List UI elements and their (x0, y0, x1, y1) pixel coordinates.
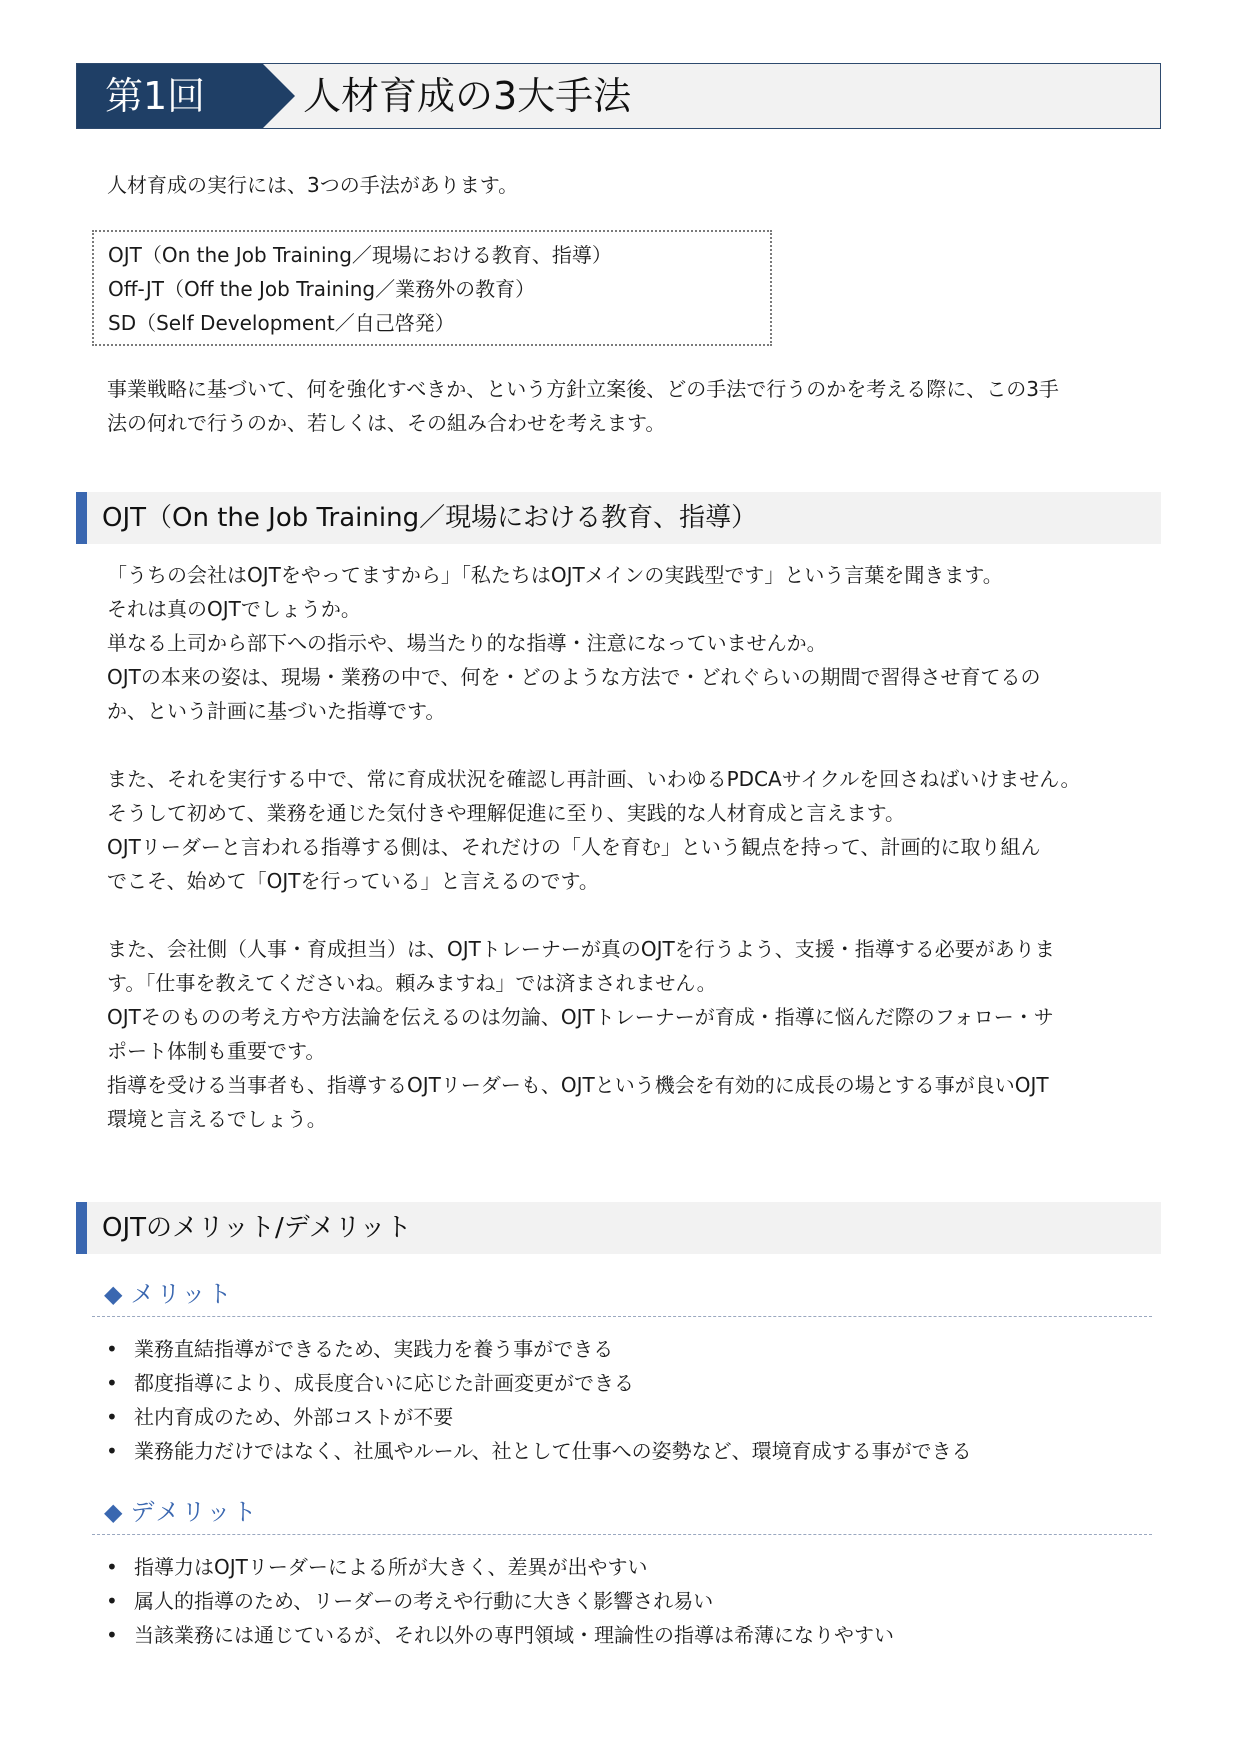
bullet-icon: • (106, 1623, 118, 1647)
chapter-badge: 第1回 (77, 64, 263, 128)
text-line: す。「仕事を教えてくださいね。頼みますね」では済まされません。 (107, 971, 717, 995)
strategy-paragraph (107, 372, 1167, 440)
text-line: 単なる上司から部下への指示や、場当たり的な指導・注意になっていませんか。 (107, 631, 827, 655)
bullet-icon: • (106, 1371, 118, 1395)
bullet-icon: • (106, 1405, 118, 1429)
ojt-paragraph-1 (107, 558, 1167, 728)
ojt-paragraph-2 (107, 762, 1167, 898)
chapter-arrow-icon (263, 64, 295, 128)
methods-box (92, 230, 772, 346)
list-item (104, 1332, 1164, 1366)
text-line: OJTリーダーと言われる指導する側は、それだけの「人を育む」という観点を持って、計画的に取り組ん (107, 835, 1041, 859)
bullet-icon: • (106, 1337, 118, 1361)
divider (92, 1534, 1152, 1535)
diamond-icon: ◆ (104, 1280, 125, 1308)
list-item (104, 1550, 1164, 1584)
list-item-text: 指導力はOJTリーダーによる所が大きく、差異が出やすい (134, 1555, 648, 1579)
diamond-icon: ◆ (104, 1498, 125, 1526)
demerit-label: デメリット (130, 1498, 259, 1526)
merit-label: メリット (130, 1280, 234, 1308)
list-item-text: 業務直結指導ができるため、実践力を養う事ができる (134, 1337, 614, 1361)
demerit-list (104, 1550, 1164, 1652)
method-item: SD（Self Development／自己啓発） (108, 311, 455, 335)
text-line: OJTの本来の姿は、現場・業務の中で、何を・どのような方法で・どれぐらいの期間で習得させ育てるの (107, 665, 1041, 689)
text-line: 指導を受ける当事者も、指導するOJTリーダーも、OJTという機会を有効的に成長の場とする事が良いOJT (107, 1073, 1049, 1097)
text-line: か、という計画に基づいた指導です。 (107, 699, 446, 723)
text-line: それは真のOJTでしょうか。 (107, 597, 361, 621)
intro-paragraph (107, 168, 1167, 202)
text-line: 法の何れで行うのか、若しくは、その組み合わせを考えます。 (107, 411, 666, 435)
bullet-icon: • (106, 1439, 118, 1463)
divider (92, 1316, 1152, 1317)
text-line: 環境と言えるでしょう。 (107, 1107, 327, 1131)
list-item (104, 1400, 1164, 1434)
demerit-subhead (104, 1492, 259, 1527)
list-item-text: 属人的指導のため、リーダーの考えや行動に大きく影響され易い (134, 1589, 714, 1613)
method-item: Off-JT（Off the Job Training／業務外の教育） (108, 277, 536, 301)
section-header-ojt (76, 492, 1161, 544)
list-item-text: 社内育成のため、外部コストが不要 (134, 1405, 454, 1429)
text-line: ポート体制も重要です。 (107, 1039, 326, 1063)
list-item (104, 1584, 1164, 1618)
merit-subhead (104, 1274, 234, 1309)
intro-text: 人材育成の実行には、3つの手法があります。 (107, 173, 519, 197)
section-accent-bar (76, 492, 87, 544)
list-item-text: 当該業務には通じているが、それ以外の専門領域・理論性の指導は希薄になりやすい (134, 1623, 894, 1647)
section-header-merits (76, 1202, 1161, 1254)
text-line: でこそ、始めて「OJTを行っている」と言えるのです。 (107, 869, 599, 893)
section-title: OJT（On the Job Training／現場における教育、指導） (102, 503, 758, 533)
bullet-icon: • (106, 1589, 118, 1613)
ojt-paragraph-3 (107, 932, 1167, 1136)
section-accent-bar (76, 1202, 87, 1254)
text-line: 事業戦略に基づいて、何を強化すべきか、という方針立案後、どの手法で行うのかを考える際に、この3手 (107, 377, 1059, 401)
method-item: OJT（On the Job Training／現場における教育、指導） (108, 243, 612, 267)
text-line: また、会社側（人事・育成担当）は、OJTトレーナーが真のOJTを行うよう、支援・指導する必要がありま (107, 937, 1055, 961)
chapter-header (76, 63, 1161, 129)
bullet-icon: • (106, 1555, 118, 1579)
section-title: OJTのメリット/デメリット (102, 1213, 412, 1243)
text-line: そうして初めて、業務を通じた気付きや理解促進に至り、実践的な人材育成と言えます。 (107, 801, 905, 825)
text-line: また、それを実行する中で、常に育成状況を確認し再計画、いわゆるPDCAサイクルを回さねばいけません。 (107, 767, 1081, 791)
text-line: OJTそのものの考え方や方法論を伝えるのは勿論、OJTトレーナーが育成・指導に悩んだ際のフォロー・サ (107, 1005, 1054, 1029)
list-item (104, 1434, 1164, 1468)
merit-list (104, 1332, 1164, 1468)
list-item (104, 1366, 1164, 1400)
list-item (104, 1618, 1164, 1652)
chapter-title: 人材育成の3大手法 (303, 74, 632, 118)
list-item-text: 業務能力だけではなく、社風やルール、社として仕事への姿勢など、環境育成する事ができる (134, 1439, 972, 1463)
text-line: 「うちの会社はOJTをやってますから」「私たちはOJTメインの実践型です」という言葉を聞きます。 (107, 563, 1003, 587)
list-item-text: 都度指導により、成長度合いに応じた計画変更ができる (134, 1371, 634, 1395)
